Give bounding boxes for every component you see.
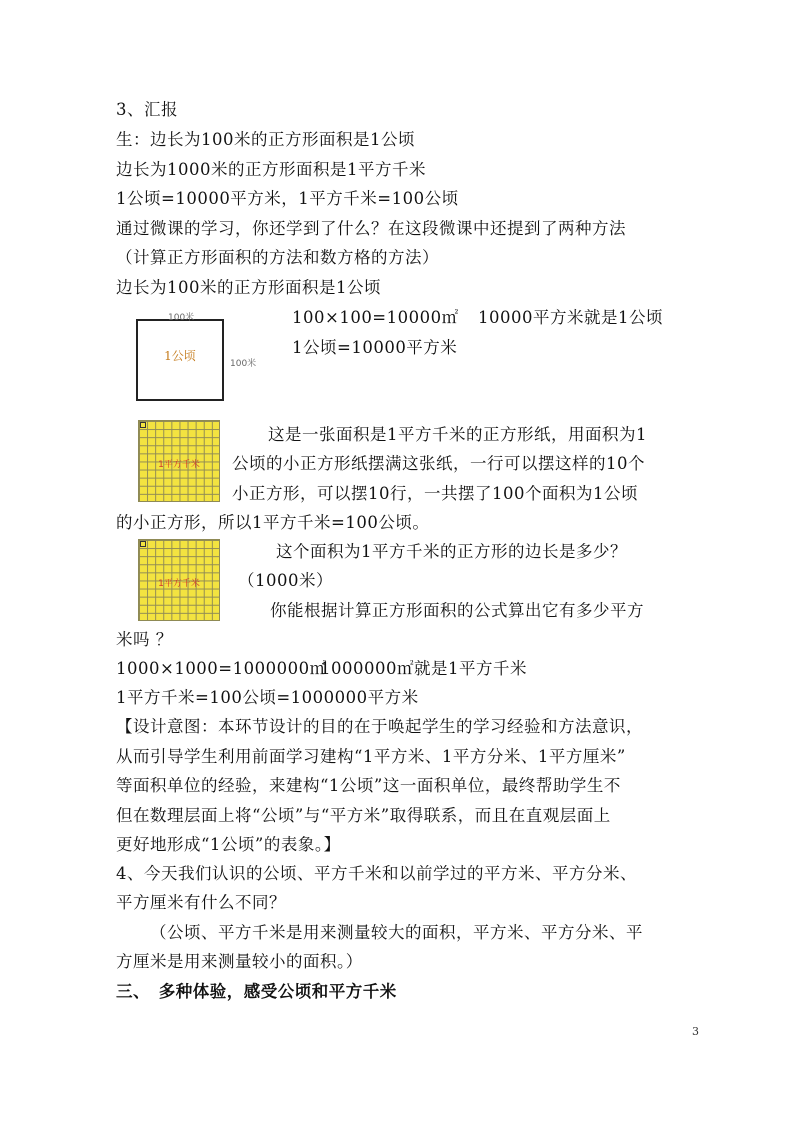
text-line: （计算正方形面积的方法和数方格的方法） [116, 248, 439, 267]
text-line: 1平方千米=100公顷=1000000平方米 [116, 688, 419, 707]
text-line: （公顷、平方千米是用来测量较大的面积，平方米、平方分米、平 [150, 923, 643, 942]
text-line: 这是一张面积是1平方千米的正方形纸，用面积为1 [268, 425, 647, 444]
formula-km: 1000×1000=1000000㎡ [116, 659, 327, 678]
hectare-square-label: 1公顷 [164, 349, 196, 363]
square-side-dimension: 100米 [230, 359, 257, 369]
square-km-grid-figure [138, 420, 220, 502]
square-km-grid-figure-2 [138, 539, 220, 621]
section-heading-3: 三、 多种体验，感受公顷和平方千米 [116, 982, 397, 1001]
text-line: 边长为1000米的正方形面积是1平方千米 [116, 160, 426, 179]
heading-question-4: 4、今天我们认识的公顷、平方千米和以前学过的平方米、平方分米、 [116, 864, 637, 883]
text-line: 通过微课的学习，你还学到了什么？在这段微课中还提到了两种方法 [116, 219, 626, 238]
text-line: 1公顷=10000平方米，1平方千米=100公顷 [116, 189, 459, 208]
heading-report: 3、汇报 [116, 100, 178, 119]
small-cell-marker [140, 422, 146, 428]
text-line: 这个面积为1平方千米的正方形的边长是多少？ [276, 542, 627, 561]
design-intent: 等面积单位的经验，来建构“1公顷”这一面积单位，最终帮助学生不 [116, 776, 621, 795]
text-line: 1000000㎡就是1平方千米 [320, 659, 527, 678]
text-line: 的小正方形，所以1平方千米=100公顷。 [116, 513, 430, 532]
grid-label: 1平方千米 [158, 460, 200, 470]
text-line: 边长为100米的正方形面积是1公顷 [116, 278, 381, 297]
text-line: 公顷的小正方形纸摆满这张纸，一行可以摆这样的10个 [232, 454, 645, 473]
text-line: 10000平方米就是1公顷 [478, 308, 663, 327]
text-line: 米吗 ？ [116, 630, 173, 649]
design-intent: 【设计意图：本环节设计的目的在于唤起学生的学习经验和方法意识， [116, 717, 643, 736]
text-line: 平方厘米有什么不同？ [116, 893, 286, 912]
page-number: 3 [692, 1025, 699, 1038]
small-cell-marker [140, 541, 146, 547]
text-line: 生：边长为100米的正方形面积是1公顷 [116, 130, 415, 149]
text-line: 方厘米是用来测量较小的面积。） [116, 952, 363, 971]
grid-label: 1平方千米 [158, 579, 200, 589]
design-intent: 但在数理层面上将“公顷”与“平方米”取得联系，而且在直观层面上 [116, 806, 611, 825]
text-line: 小正方形，可以摆10行，一共摆了100个面积为1公顷 [232, 484, 638, 503]
design-intent: 从而引导学生利用前面学习建构“1平方米、1平方分米、1平方厘米” [116, 747, 626, 766]
text-line: （1000米） [238, 571, 333, 590]
hectare-square-figure [136, 319, 224, 401]
square-top-dimension: 100米 [168, 313, 195, 323]
formula-hectare: 100×100=10000㎡ [292, 308, 459, 327]
design-intent: 更好地形成“1公顷”的表象。】 [116, 835, 341, 854]
text-line: 1公顷=10000平方米 [292, 338, 458, 357]
text-line: 你能根据计算正方形面积的公式算出它有多少平方 [270, 601, 644, 620]
